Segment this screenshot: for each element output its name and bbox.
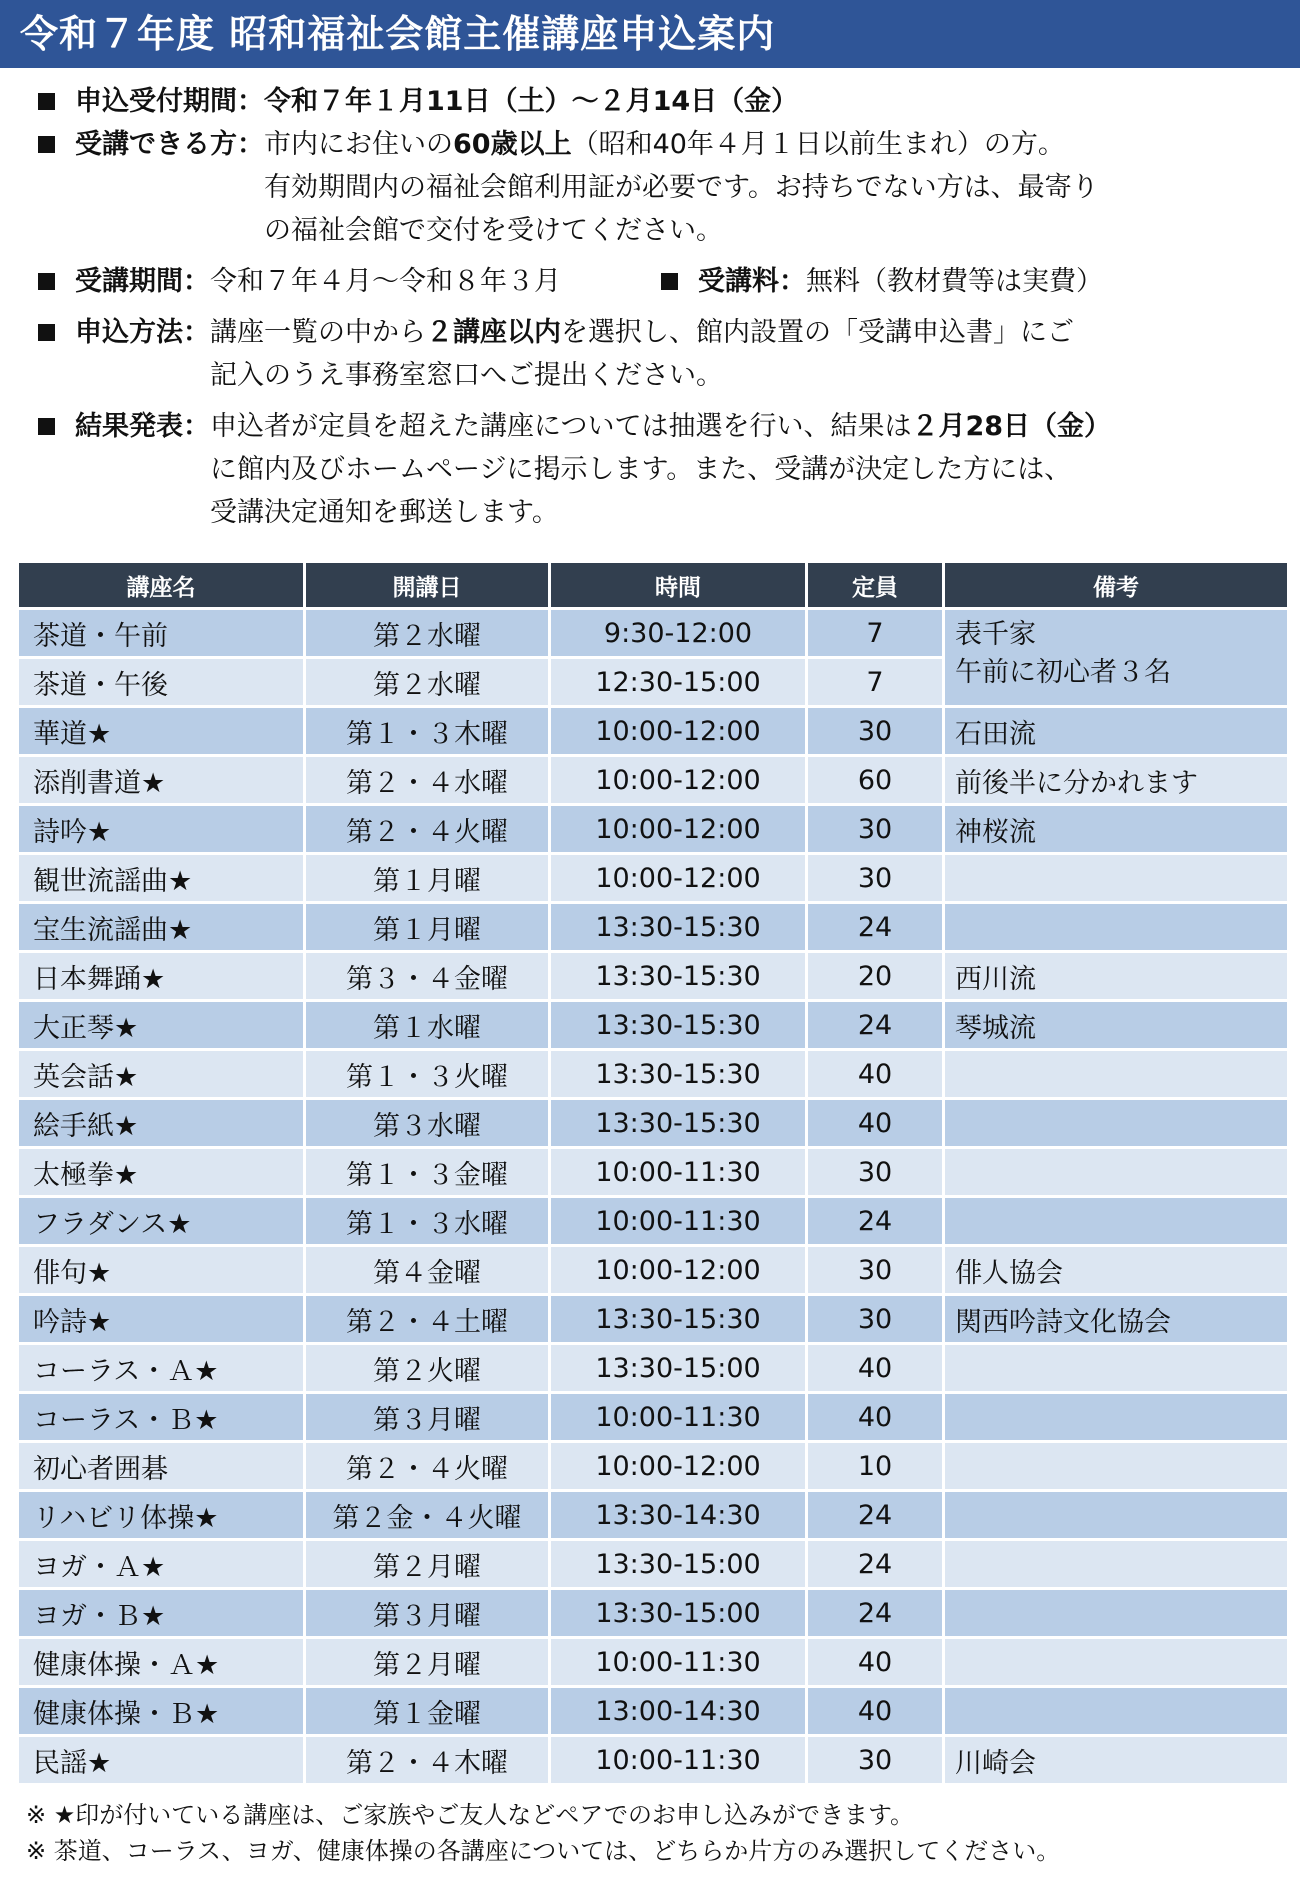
course-day-cell: 第１・３木曜	[306, 708, 548, 754]
course-name-cell: リハビリ体操★	[19, 1492, 303, 1538]
course-day-cell: 第４金曜	[306, 1247, 548, 1293]
course-day-cell: 第３月曜	[306, 1394, 548, 1440]
course-day-cell: 第１・３水曜	[306, 1198, 548, 1244]
course-note-cell: 神桜流	[945, 806, 1287, 852]
eligibility-text: 有効期間内の福祉会館利用証が必要です。お持ちでない方は、最寄り	[264, 172, 1099, 203]
header-day: 開講日	[306, 563, 548, 607]
info-value	[264, 123, 1099, 252]
results-text: 申込者が定員を超えた講座については抽選を行い、結果は	[210, 411, 912, 442]
course-name-cell: 初心者囲碁	[19, 1443, 303, 1489]
course-note-cell	[945, 1198, 1287, 1244]
course-time-cell: 10:00-11:30	[551, 1198, 805, 1244]
course-day-cell: 第２水曜	[306, 610, 548, 656]
course-capacity-cell: 30	[808, 708, 942, 754]
footnote: ※ ★印が付いている講座は、ご家族やご友人などペアでのお申し込みができます。	[26, 1801, 915, 1829]
course-capacity-cell: 24	[808, 904, 942, 950]
course-capacity-cell: 24	[808, 1590, 942, 1636]
course-day-cell: 第２水曜	[306, 659, 548, 705]
results-date: ２月28日（金）	[911, 411, 1112, 442]
table-row	[19, 904, 1287, 950]
course-capacity-cell: 30	[808, 1296, 942, 1342]
course-day-cell: 第２月曜	[306, 1541, 548, 1587]
note-line: 午前に初心者３名	[955, 657, 1171, 688]
table-row	[19, 1198, 1287, 1244]
course-time-cell: 13:30-15:30	[551, 1100, 805, 1146]
footnotes	[26, 1797, 1276, 1869]
course-name-cell: ヨガ・Ｂ★	[19, 1590, 303, 1636]
course-time-cell: 13:00-14:30	[551, 1688, 805, 1734]
eligibility-text: 市内にお住いの	[264, 129, 453, 160]
table-row	[19, 953, 1287, 999]
course-note-cell	[945, 1051, 1287, 1097]
course-name-cell: 観世流謡曲★	[19, 855, 303, 901]
footnote: ※ 茶道、コーラス、ヨガ、健康体操の各講座については、どちらか片方のみ選択してください。	[26, 1837, 1061, 1865]
method-text: 記入のうえ事務室窓口へご提出ください。	[210, 360, 723, 391]
course-name-cell: 茶道・午後	[19, 659, 303, 705]
info-label: 受講できる方：	[75, 129, 264, 160]
square-bullet-icon	[38, 93, 55, 110]
info-eligibility	[28, 123, 1278, 252]
course-note-cell: 琴城流	[945, 1002, 1287, 1048]
note-line: 表千家	[955, 619, 1036, 650]
square-bullet-icon	[661, 273, 678, 290]
info-label: 申込受付期間：	[75, 86, 264, 117]
course-time-cell: 13:30-15:30	[551, 953, 805, 999]
course-note-cell	[945, 610, 1287, 705]
info-value: 令和７年４月～令和８年３月	[210, 266, 561, 297]
course-time-cell: 13:30-15:00	[551, 1590, 805, 1636]
table-row	[19, 1541, 1287, 1587]
course-note-cell	[945, 1100, 1287, 1146]
course-time-cell: 10:00-11:30	[551, 1737, 805, 1783]
table-row	[19, 757, 1287, 803]
table-row	[19, 855, 1287, 901]
course-note-cell	[945, 1149, 1287, 1195]
course-name-cell: 華道★	[19, 708, 303, 754]
square-bullet-icon	[38, 273, 55, 290]
course-time-cell: 13:30-15:00	[551, 1541, 805, 1587]
course-name-cell: 太極拳★	[19, 1149, 303, 1195]
info-results	[28, 405, 1278, 534]
course-capacity-cell: 40	[808, 1394, 942, 1440]
course-capacity-cell: 30	[808, 1149, 942, 1195]
course-time-cell: 13:30-15:30	[551, 1296, 805, 1342]
course-time-cell: 12:30-15:00	[551, 659, 805, 705]
course-capacity-cell: 40	[808, 1639, 942, 1685]
course-name-cell: 健康体操・Ａ★	[19, 1639, 303, 1685]
course-day-cell: 第２火曜	[306, 1345, 548, 1391]
course-note-cell	[945, 904, 1287, 950]
course-name-cell: 俳句★	[19, 1247, 303, 1293]
course-note-cell	[945, 1590, 1287, 1636]
info-value: 無料（教材費等は実費）	[806, 266, 1103, 297]
course-name-cell: 健康体操・Ｂ★	[19, 1688, 303, 1734]
course-day-cell: 第１月曜	[306, 855, 548, 901]
course-note-cell	[945, 1639, 1287, 1685]
course-name-cell: ヨガ・Ａ★	[19, 1541, 303, 1587]
course-capacity-cell: 40	[808, 1051, 942, 1097]
course-capacity-cell: 24	[808, 1541, 942, 1587]
course-day-cell: 第２月曜	[306, 1639, 548, 1685]
course-note-cell: 川崎会	[945, 1737, 1287, 1783]
course-name-cell: 茶道・午前	[19, 610, 303, 656]
course-capacity-cell: 60	[808, 757, 942, 803]
method-text: を選択し、館内設置の「受講申込書」にご	[561, 317, 1074, 348]
course-time-cell: 10:00-12:00	[551, 757, 805, 803]
course-capacity-cell: 40	[808, 1688, 942, 1734]
course-note-cell	[945, 1492, 1287, 1538]
course-time-cell: 10:00-12:00	[551, 1247, 805, 1293]
course-time-cell: 10:00-11:30	[551, 1394, 805, 1440]
table-row	[19, 1149, 1287, 1195]
course-day-cell: 第２・４火曜	[306, 1443, 548, 1489]
table-row	[19, 1051, 1287, 1097]
table-header-row	[19, 563, 1287, 607]
info-value: 令和７年１月11日（土）～２月14日（金）	[264, 86, 799, 117]
course-day-cell: 第１水曜	[306, 1002, 548, 1048]
table-row	[19, 1492, 1287, 1538]
method-text: 講座一覧の中から	[210, 317, 426, 348]
course-name-cell: 大正琴★	[19, 1002, 303, 1048]
course-capacity-cell: 7	[808, 659, 942, 705]
course-name-cell: 添削書道★	[19, 757, 303, 803]
course-day-cell: 第２・４水曜	[306, 757, 548, 803]
course-capacity-cell: 20	[808, 953, 942, 999]
course-time-cell: 13:30-15:30	[551, 904, 805, 950]
application-info	[28, 80, 1278, 534]
header-capacity: 定員	[808, 563, 942, 607]
header-time: 時間	[551, 563, 805, 607]
course-capacity-cell: 24	[808, 1198, 942, 1244]
square-bullet-icon	[38, 418, 55, 435]
course-name-cell: コーラス・Ｂ★	[19, 1394, 303, 1440]
course-note-cell	[945, 855, 1287, 901]
eligibility-text: の福祉会館で交付を受けてください。	[264, 215, 723, 246]
course-capacity-cell: 24	[808, 1492, 942, 1538]
header-course-name: 講座名	[19, 563, 303, 607]
info-label: 結果発表：	[75, 411, 210, 442]
info-value	[210, 311, 1074, 397]
course-time-cell: 13:30-15:30	[551, 1002, 805, 1048]
course-day-cell: 第３・４金曜	[306, 953, 548, 999]
course-time-cell: 13:30-14:30	[551, 1492, 805, 1538]
table-row	[19, 1394, 1287, 1440]
course-note-cell: 関西吟詩文化協会	[945, 1296, 1287, 1342]
course-note-cell	[945, 1688, 1287, 1734]
course-capacity-cell: 30	[808, 806, 942, 852]
course-day-cell: 第２・４火曜	[306, 806, 548, 852]
course-note-cell	[945, 1394, 1287, 1440]
course-day-cell: 第１月曜	[306, 904, 548, 950]
info-label: 受講料：	[698, 266, 806, 297]
table-row	[19, 1345, 1287, 1391]
course-capacity-cell: 30	[808, 1247, 942, 1293]
course-table	[16, 560, 1290, 1786]
info-course-period	[28, 260, 1278, 303]
course-capacity-cell: 7	[808, 610, 942, 656]
course-name-cell: 日本舞踊★	[19, 953, 303, 999]
table-row	[19, 1002, 1287, 1048]
course-name-cell: 詩吟★	[19, 806, 303, 852]
course-capacity-cell: 30	[808, 1737, 942, 1783]
eligibility-text: （昭和40年４月１日以前生まれ）の方。	[571, 129, 1065, 160]
course-time-cell: 10:00-11:30	[551, 1149, 805, 1195]
table-row	[19, 1639, 1287, 1685]
table-row	[19, 806, 1287, 852]
course-name-cell: 絵手紙★	[19, 1100, 303, 1146]
header-note: 備考	[945, 563, 1287, 607]
table-row	[19, 1247, 1287, 1293]
course-note-cell: 俳人協会	[945, 1247, 1287, 1293]
course-note-cell: 西川流	[945, 953, 1287, 999]
course-time-cell: 10:00-12:00	[551, 708, 805, 754]
table-row	[19, 1296, 1287, 1342]
table-row	[19, 1688, 1287, 1734]
course-capacity-cell: 40	[808, 1345, 942, 1391]
course-capacity-cell: 30	[808, 855, 942, 901]
course-note-cell: 石田流	[945, 708, 1287, 754]
results-text: 受講決定通知を郵送します。	[210, 497, 559, 528]
course-time-cell: 13:30-15:00	[551, 1345, 805, 1391]
course-note-cell	[945, 1541, 1287, 1587]
info-application-period	[28, 80, 1278, 123]
course-day-cell: 第１・３金曜	[306, 1149, 548, 1195]
course-capacity-cell: 10	[808, 1443, 942, 1489]
square-bullet-icon	[38, 324, 55, 341]
course-day-cell: 第２・４木曜	[306, 1737, 548, 1783]
eligibility-age: 60歳以上	[453, 129, 572, 160]
course-time-cell: 10:00-12:00	[551, 1443, 805, 1489]
course-day-cell: 第１金曜	[306, 1688, 548, 1734]
course-time-cell: 10:00-11:30	[551, 1639, 805, 1685]
course-day-cell: 第３水曜	[306, 1100, 548, 1146]
table-row	[19, 708, 1287, 754]
course-name-cell: 英会話★	[19, 1051, 303, 1097]
course-time-cell: 10:00-12:00	[551, 806, 805, 852]
table-row	[19, 1737, 1287, 1783]
table-body	[19, 610, 1287, 1783]
course-name-cell: 吟詩★	[19, 1296, 303, 1342]
course-time-cell: 13:30-15:30	[551, 1051, 805, 1097]
course-capacity-cell: 40	[808, 1100, 942, 1146]
course-name-cell: 宝生流謡曲★	[19, 904, 303, 950]
course-day-cell: 第２金・４火曜	[306, 1492, 548, 1538]
method-limit: ２講座以内	[426, 317, 561, 348]
course-capacity-cell: 24	[808, 1002, 942, 1048]
info-value	[210, 405, 1111, 534]
square-bullet-icon	[38, 136, 55, 153]
course-name-cell: コーラス・Ａ★	[19, 1345, 303, 1391]
course-day-cell: 第２・４土曜	[306, 1296, 548, 1342]
table-row	[19, 1100, 1287, 1146]
course-name-cell: フラダンス★	[19, 1198, 303, 1244]
table-row	[19, 1443, 1287, 1489]
course-name-cell: 民謡★	[19, 1737, 303, 1783]
info-label: 受講期間：	[75, 266, 210, 297]
course-day-cell: 第３月曜	[306, 1590, 548, 1636]
course-time-cell: 10:00-12:00	[551, 855, 805, 901]
course-note-cell	[945, 1443, 1287, 1489]
course-time-cell: 9:30-12:00	[551, 610, 805, 656]
course-note-cell: 前後半に分かれます	[945, 757, 1287, 803]
course-note-cell	[945, 1345, 1287, 1391]
info-method	[28, 311, 1278, 397]
info-label: 申込方法：	[75, 317, 210, 348]
table-row	[19, 610, 1287, 656]
results-text: に館内及びホームページに掲示します。また、受講が決定した方には、	[210, 454, 1072, 485]
course-day-cell: 第１・３火曜	[306, 1051, 548, 1097]
page-title: 令和７年度 昭和福祉会館主催講座申込案内	[0, 0, 1300, 68]
table-row	[19, 1590, 1287, 1636]
